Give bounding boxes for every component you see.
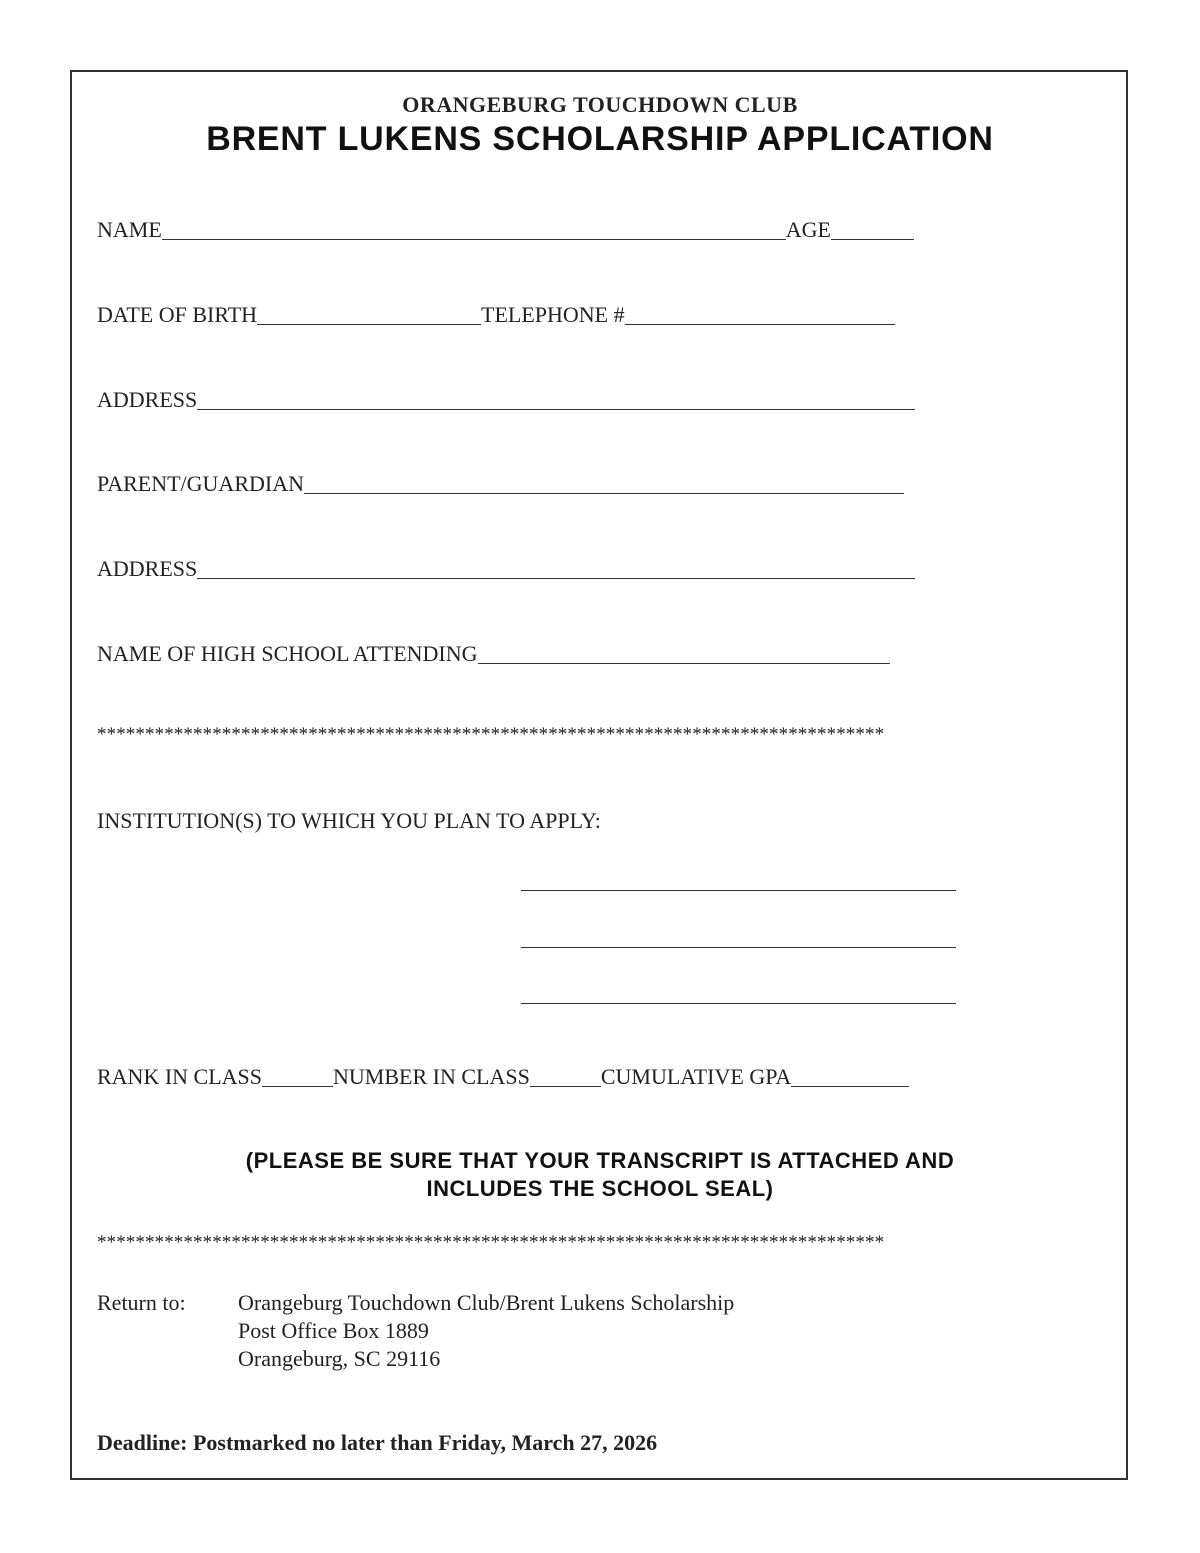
institution-input-line-2[interactable] [521,947,956,948]
high-school-input-line[interactable] [478,641,890,664]
gpa-label: CUMULATIVE GPA [600,1064,792,1089]
deadline: Deadline: Postmarked no later than Friday, March 27, 2026 [97,1430,658,1455]
telephone-input-line[interactable] [625,302,895,325]
parent-address-row [97,552,915,582]
transcript-notice [0,1147,1200,1203]
telephone-label: TELEPHONE # [481,302,625,327]
gpa-input-line[interactable] [791,1064,909,1087]
parent-address-label: ADDRESS [97,556,198,581]
dob-label: DATE OF BIRTH [97,302,258,327]
rank-label: RANK IN CLASS [97,1064,263,1089]
high-school-label: NAME OF HIGH SCHOOL ATTENDING [97,641,478,666]
institution-input-line-1[interactable] [521,890,956,891]
parent-guardian-input-line[interactable] [304,471,904,494]
name-label: NAME [97,217,162,242]
address-row [97,383,915,413]
return-label: Return to: [97,1290,186,1315]
transcript-notice-line-2: INCLUDES THE SCHOOL SEAL) [426,1176,774,1201]
rank-input-line[interactable] [262,1064,333,1087]
address-label: ADDRESS [97,387,198,412]
class-stats-row [97,1060,909,1090]
institutions-prompt: INSTITUTION(S) TO WHICH YOU PLAN TO APPLY: [97,808,601,833]
return-address-line-3: Orangeburg, SC 29116 [238,1346,441,1371]
separator-top: ********************************************************************************** [97,724,885,745]
parent-guardian-label: PARENT/GUARDIAN [97,471,304,496]
dob-phone-row [97,298,895,328]
parent-guardian-row [97,467,904,497]
age-input-line[interactable] [831,217,914,240]
number-in-class-label: NUMBER IN CLASS [333,1064,530,1089]
club-name: ORANGEBURG TOUCHDOWN CLUB [402,92,798,117]
return-address-line-1: Orangeburg Touchdown Club/Brent Lukens Scholarship [238,1290,735,1315]
transcript-notice-line-1: (PLEASE BE SURE THAT YOUR TRANSCRIPT IS ATTACHED AND [245,1148,955,1173]
address-input-line[interactable] [197,387,915,410]
separator-bottom: ********************************************************************************** [97,1232,885,1253]
institution-input-line-3[interactable] [521,1003,956,1004]
number-in-class-input-line[interactable] [530,1064,601,1087]
form-title: BRENT LUKENS SCHOLARSHIP APPLICATION [206,120,994,158]
return-address-line-2: Post Office Box 1889 [238,1318,429,1343]
name-input-line[interactable] [162,217,786,240]
dob-input-line[interactable] [257,302,481,325]
high-school-row [97,637,890,667]
parent-address-input-line[interactable] [197,556,915,579]
form-border [70,70,1128,1480]
name-age-row [97,213,914,243]
age-label: AGE [785,217,831,242]
